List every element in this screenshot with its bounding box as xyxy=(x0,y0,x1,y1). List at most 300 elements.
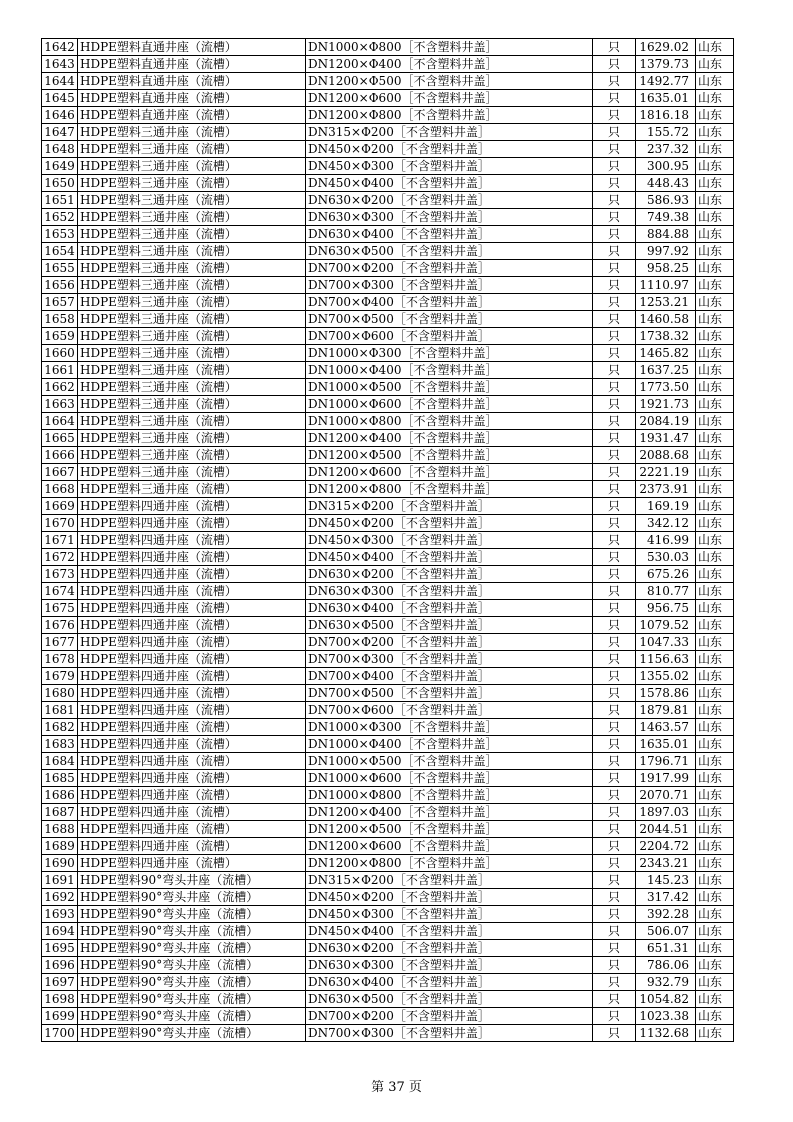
region-cell: 山东 xyxy=(696,532,734,549)
table-row xyxy=(42,957,734,974)
row-number-cell: 1657 xyxy=(42,294,78,311)
region-cell: 山东 xyxy=(696,753,734,770)
region-cell: 山东 xyxy=(696,73,734,90)
region-cell: 山东 xyxy=(696,583,734,600)
item-name-cell: HDPE塑料三通井座（流槽） xyxy=(78,311,306,328)
region-cell: 山东 xyxy=(696,175,734,192)
unit-cell: 只 xyxy=(593,651,636,668)
table-row xyxy=(42,787,734,804)
price-cell: 300.95 xyxy=(636,158,696,175)
row-number-cell: 1643 xyxy=(42,56,78,73)
row-number-cell: 1693 xyxy=(42,906,78,923)
table-row xyxy=(42,617,734,634)
price-cell: 416.99 xyxy=(636,532,696,549)
item-name-cell: HDPE塑料直通井座（流槽） xyxy=(78,73,306,90)
spec-cell: DN700×Φ200［不含塑料井盖］ xyxy=(306,260,593,277)
item-name-cell: HDPE塑料三通井座（流槽） xyxy=(78,447,306,464)
table-row xyxy=(42,107,734,124)
region-cell: 山东 xyxy=(696,328,734,345)
price-cell: 1635.01 xyxy=(636,736,696,753)
row-number-cell: 1677 xyxy=(42,634,78,651)
item-name-cell: HDPE塑料三通井座（流槽） xyxy=(78,175,306,192)
table-row xyxy=(42,804,734,821)
unit-cell: 只 xyxy=(593,855,636,872)
item-name-cell: HDPE塑料三通井座（流槽） xyxy=(78,413,306,430)
spec-cell: DN700×Φ200［不含塑料井盖］ xyxy=(306,634,593,651)
unit-cell: 只 xyxy=(593,345,636,362)
table-row xyxy=(42,515,734,532)
unit-cell: 只 xyxy=(593,787,636,804)
table-row xyxy=(42,566,734,583)
table-row xyxy=(42,294,734,311)
unit-cell: 只 xyxy=(593,719,636,736)
price-cell: 1635.01 xyxy=(636,90,696,107)
row-number-cell: 1692 xyxy=(42,889,78,906)
spec-cell: DN1000×Φ400［不含塑料井盖］ xyxy=(306,362,593,379)
region-cell: 山东 xyxy=(696,379,734,396)
unit-cell: 只 xyxy=(593,549,636,566)
region-cell: 山东 xyxy=(696,107,734,124)
table-row xyxy=(42,702,734,719)
unit-cell: 只 xyxy=(593,362,636,379)
row-number-cell: 1645 xyxy=(42,90,78,107)
price-cell: 448.43 xyxy=(636,175,696,192)
region-cell: 山东 xyxy=(696,838,734,855)
item-name-cell: HDPE塑料四通井座（流槽） xyxy=(78,498,306,515)
spec-cell: DN630×Φ400［不含塑料井盖］ xyxy=(306,974,593,991)
item-name-cell: HDPE塑料四通井座（流槽） xyxy=(78,634,306,651)
table-row xyxy=(42,260,734,277)
region-cell: 山东 xyxy=(696,906,734,923)
item-name-cell: HDPE塑料90°弯头井座（流槽） xyxy=(78,1025,306,1042)
unit-cell: 只 xyxy=(593,872,636,889)
item-name-cell: HDPE塑料四通井座（流槽） xyxy=(78,753,306,770)
table-row xyxy=(42,379,734,396)
price-cell: 1492.77 xyxy=(636,73,696,90)
item-name-cell: HDPE塑料四通井座（流槽） xyxy=(78,787,306,804)
unit-cell: 只 xyxy=(593,804,636,821)
spec-cell: DN315×Φ200［不含塑料井盖］ xyxy=(306,498,593,515)
item-name-cell: HDPE塑料四通井座（流槽） xyxy=(78,515,306,532)
region-cell: 山东 xyxy=(696,430,734,447)
row-number-cell: 1678 xyxy=(42,651,78,668)
unit-cell: 只 xyxy=(593,294,636,311)
item-name-cell: HDPE塑料90°弯头井座（流槽） xyxy=(78,923,306,940)
unit-cell: 只 xyxy=(593,821,636,838)
spec-cell: DN1200×Φ800［不含塑料井盖］ xyxy=(306,855,593,872)
region-cell: 山东 xyxy=(696,566,734,583)
row-number-cell: 1654 xyxy=(42,243,78,260)
unit-cell: 只 xyxy=(593,396,636,413)
spec-cell: DN1200×Φ600［不含塑料井盖］ xyxy=(306,90,593,107)
region-cell: 山东 xyxy=(696,277,734,294)
price-cell: 958.25 xyxy=(636,260,696,277)
region-cell: 山东 xyxy=(696,124,734,141)
region-cell: 山东 xyxy=(696,515,734,532)
unit-cell: 只 xyxy=(593,260,636,277)
spec-cell: DN630×Φ500［不含塑料井盖］ xyxy=(306,617,593,634)
table-row xyxy=(42,889,734,906)
spec-cell: DN700×Φ300［不含塑料井盖］ xyxy=(306,277,593,294)
spec-cell: DN630×Φ500［不含塑料井盖］ xyxy=(306,991,593,1008)
table-row xyxy=(42,345,734,362)
row-number-cell: 1694 xyxy=(42,923,78,940)
item-name-cell: HDPE塑料四通井座（流槽） xyxy=(78,549,306,566)
item-name-cell: HDPE塑料90°弯头井座（流槽） xyxy=(78,872,306,889)
region-cell: 山东 xyxy=(696,804,734,821)
spec-cell: DN630×Φ300［不含塑料井盖］ xyxy=(306,957,593,974)
item-name-cell: HDPE塑料四通井座（流槽） xyxy=(78,838,306,855)
price-cell: 1917.99 xyxy=(636,770,696,787)
price-cell: 392.28 xyxy=(636,906,696,923)
table-body xyxy=(42,39,734,1042)
row-number-cell: 1659 xyxy=(42,328,78,345)
item-name-cell: HDPE塑料三通井座（流槽） xyxy=(78,209,306,226)
spec-cell: DN450×Φ400［不含塑料井盖］ xyxy=(306,923,593,940)
spec-cell: DN450×Φ200［不含塑料井盖］ xyxy=(306,515,593,532)
price-cell: 1816.18 xyxy=(636,107,696,124)
table-row xyxy=(42,464,734,481)
spec-cell: DN1200×Φ500［不含塑料井盖］ xyxy=(306,821,593,838)
price-cell: 586.93 xyxy=(636,192,696,209)
row-number-cell: 1682 xyxy=(42,719,78,736)
region-cell: 山东 xyxy=(696,600,734,617)
region-cell: 山东 xyxy=(696,260,734,277)
spec-cell: DN630×Φ200［不含塑料井盖］ xyxy=(306,566,593,583)
region-cell: 山东 xyxy=(696,141,734,158)
unit-cell: 只 xyxy=(593,124,636,141)
unit-cell: 只 xyxy=(593,430,636,447)
price-cell: 317.42 xyxy=(636,889,696,906)
row-number-cell: 1650 xyxy=(42,175,78,192)
unit-cell: 只 xyxy=(593,447,636,464)
unit-cell: 只 xyxy=(593,515,636,532)
unit-cell: 只 xyxy=(593,464,636,481)
row-number-cell: 1664 xyxy=(42,413,78,430)
unit-cell: 只 xyxy=(593,702,636,719)
unit-cell: 只 xyxy=(593,991,636,1008)
row-number-cell: 1696 xyxy=(42,957,78,974)
row-number-cell: 1697 xyxy=(42,974,78,991)
item-name-cell: HDPE塑料直通井座（流槽） xyxy=(78,90,306,107)
price-cell: 342.12 xyxy=(636,515,696,532)
item-name-cell: HDPE塑料三通井座（流槽） xyxy=(78,464,306,481)
unit-cell: 只 xyxy=(593,736,636,753)
spec-cell: DN1200×Φ600［不含塑料井盖］ xyxy=(306,838,593,855)
price-cell: 1023.38 xyxy=(636,1008,696,1025)
region-cell: 山东 xyxy=(696,702,734,719)
unit-cell: 只 xyxy=(593,1025,636,1042)
table-row xyxy=(42,974,734,991)
item-name-cell: HDPE塑料直通井座（流槽） xyxy=(78,56,306,73)
region-cell: 山东 xyxy=(696,957,734,974)
spec-cell: DN1000×Φ600［不含塑料井盖］ xyxy=(306,396,593,413)
item-name-cell: HDPE塑料四通井座（流槽） xyxy=(78,668,306,685)
table-row xyxy=(42,226,734,243)
unit-cell: 只 xyxy=(593,1008,636,1025)
unit-cell: 只 xyxy=(593,583,636,600)
spec-cell: DN1200×Φ400［不含塑料井盖］ xyxy=(306,56,593,73)
item-name-cell: HDPE塑料三通井座（流槽） xyxy=(78,379,306,396)
item-name-cell: HDPE塑料90°弯头井座（流槽） xyxy=(78,940,306,957)
unit-cell: 只 xyxy=(593,668,636,685)
unit-cell: 只 xyxy=(593,600,636,617)
row-number-cell: 1691 xyxy=(42,872,78,889)
spec-cell: DN630×Φ300［不含塑料井盖］ xyxy=(306,583,593,600)
row-number-cell: 1667 xyxy=(42,464,78,481)
unit-cell: 只 xyxy=(593,328,636,345)
price-cell: 1463.57 xyxy=(636,719,696,736)
table-row xyxy=(42,362,734,379)
unit-cell: 只 xyxy=(593,838,636,855)
row-number-cell: 1651 xyxy=(42,192,78,209)
item-name-cell: HDPE塑料三通井座（流槽） xyxy=(78,294,306,311)
unit-cell: 只 xyxy=(593,532,636,549)
region-cell: 山东 xyxy=(696,39,734,56)
item-name-cell: HDPE塑料三通井座（流槽） xyxy=(78,158,306,175)
row-number-cell: 1670 xyxy=(42,515,78,532)
item-name-cell: HDPE塑料四通井座（流槽） xyxy=(78,583,306,600)
row-number-cell: 1699 xyxy=(42,1008,78,1025)
row-number-cell: 1684 xyxy=(42,753,78,770)
table-row xyxy=(42,192,734,209)
unit-cell: 只 xyxy=(593,685,636,702)
unit-cell: 只 xyxy=(593,906,636,923)
region-cell: 山东 xyxy=(696,1008,734,1025)
table-row xyxy=(42,56,734,73)
row-number-cell: 1644 xyxy=(42,73,78,90)
region-cell: 山东 xyxy=(696,447,734,464)
row-number-cell: 1661 xyxy=(42,362,78,379)
table-row xyxy=(42,209,734,226)
spec-cell: DN700×Φ300［不含塑料井盖］ xyxy=(306,651,593,668)
price-cell: 1879.81 xyxy=(636,702,696,719)
row-number-cell: 1685 xyxy=(42,770,78,787)
unit-cell: 只 xyxy=(593,277,636,294)
unit-cell: 只 xyxy=(593,158,636,175)
table-row xyxy=(42,1008,734,1025)
region-cell: 山东 xyxy=(696,787,734,804)
item-name-cell: HDPE塑料四通井座（流槽） xyxy=(78,702,306,719)
table-row xyxy=(42,719,734,736)
region-cell: 山东 xyxy=(696,1025,734,1042)
row-number-cell: 1642 xyxy=(42,39,78,56)
price-cell: 1355.02 xyxy=(636,668,696,685)
row-number-cell: 1680 xyxy=(42,685,78,702)
table-row xyxy=(42,175,734,192)
table-row xyxy=(42,991,734,1008)
row-number-cell: 1676 xyxy=(42,617,78,634)
table-row xyxy=(42,413,734,430)
unit-cell: 只 xyxy=(593,73,636,90)
item-name-cell: HDPE塑料三通井座（流槽） xyxy=(78,124,306,141)
price-cell: 2070.71 xyxy=(636,787,696,804)
unit-cell: 只 xyxy=(593,498,636,515)
item-name-cell: HDPE塑料90°弯头井座（流槽） xyxy=(78,1008,306,1025)
row-number-cell: 1688 xyxy=(42,821,78,838)
table-row xyxy=(42,73,734,90)
row-number-cell: 1653 xyxy=(42,226,78,243)
item-name-cell: HDPE塑料四通井座（流槽） xyxy=(78,719,306,736)
unit-cell: 只 xyxy=(593,566,636,583)
region-cell: 山东 xyxy=(696,90,734,107)
price-cell: 530.03 xyxy=(636,549,696,566)
row-number-cell: 1648 xyxy=(42,141,78,158)
table-row xyxy=(42,685,734,702)
spec-cell: DN630×Φ400［不含塑料井盖］ xyxy=(306,226,593,243)
row-number-cell: 1656 xyxy=(42,277,78,294)
price-cell: 169.19 xyxy=(636,498,696,515)
table-row xyxy=(42,838,734,855)
page-number: 第 37 页 xyxy=(371,1080,422,1095)
item-name-cell: HDPE塑料90°弯头井座（流槽） xyxy=(78,991,306,1008)
price-cell: 1379.73 xyxy=(636,56,696,73)
item-name-cell: HDPE塑料三通井座（流槽） xyxy=(78,430,306,447)
table-row xyxy=(42,736,734,753)
price-cell: 932.79 xyxy=(636,974,696,991)
region-cell: 山东 xyxy=(696,413,734,430)
unit-cell: 只 xyxy=(593,175,636,192)
region-cell: 山东 xyxy=(696,549,734,566)
spec-cell: DN1200×Φ500［不含塑料井盖］ xyxy=(306,447,593,464)
row-number-cell: 1695 xyxy=(42,940,78,957)
price-cell: 1132.68 xyxy=(636,1025,696,1042)
item-name-cell: HDPE塑料三通井座（流槽） xyxy=(78,226,306,243)
table-row xyxy=(42,668,734,685)
spec-cell: DN1200×Φ400［不含塑料井盖］ xyxy=(306,430,593,447)
price-cell: 749.38 xyxy=(636,209,696,226)
spec-cell: DN450×Φ300［不含塑料井盖］ xyxy=(306,532,593,549)
spec-cell: DN700×Φ600［不含塑料井盖］ xyxy=(306,702,593,719)
price-cell: 2088.68 xyxy=(636,447,696,464)
table-row xyxy=(42,753,734,770)
price-table xyxy=(41,38,734,1042)
price-cell: 1054.82 xyxy=(636,991,696,1008)
item-name-cell: HDPE塑料三通井座（流槽） xyxy=(78,192,306,209)
region-cell: 山东 xyxy=(696,940,734,957)
spec-cell: DN450×Φ200［不含塑料井盖］ xyxy=(306,141,593,158)
item-name-cell: HDPE塑料三通井座（流槽） xyxy=(78,481,306,498)
region-cell: 山东 xyxy=(696,685,734,702)
region-cell: 山东 xyxy=(696,889,734,906)
spec-cell: DN450×Φ400［不含塑料井盖］ xyxy=(306,175,593,192)
price-cell: 1110.97 xyxy=(636,277,696,294)
item-name-cell: HDPE塑料四通井座（流槽） xyxy=(78,600,306,617)
price-cell: 2204.72 xyxy=(636,838,696,855)
region-cell: 山东 xyxy=(696,634,734,651)
row-number-cell: 1687 xyxy=(42,804,78,821)
row-number-cell: 1649 xyxy=(42,158,78,175)
spec-cell: DN1000×Φ300［不含塑料井盖］ xyxy=(306,345,593,362)
unit-cell: 只 xyxy=(593,940,636,957)
unit-cell: 只 xyxy=(593,634,636,651)
price-cell: 1921.73 xyxy=(636,396,696,413)
row-number-cell: 1658 xyxy=(42,311,78,328)
item-name-cell: HDPE塑料四通井座（流槽） xyxy=(78,685,306,702)
region-cell: 山东 xyxy=(696,668,734,685)
spec-cell: DN700×Φ400［不含塑料井盖］ xyxy=(306,294,593,311)
price-cell: 2343.21 xyxy=(636,855,696,872)
row-number-cell: 1662 xyxy=(42,379,78,396)
unit-cell: 只 xyxy=(593,889,636,906)
price-cell: 1629.02 xyxy=(636,39,696,56)
spec-cell: DN1000×Φ500［不含塑料井盖］ xyxy=(306,753,593,770)
row-number-cell: 1689 xyxy=(42,838,78,855)
item-name-cell: HDPE塑料三通井座（流槽） xyxy=(78,328,306,345)
table-row xyxy=(42,481,734,498)
spec-cell: DN1200×Φ500［不含塑料井盖］ xyxy=(306,73,593,90)
price-cell: 2084.19 xyxy=(636,413,696,430)
row-number-cell: 1686 xyxy=(42,787,78,804)
table-row xyxy=(42,855,734,872)
price-cell: 1897.03 xyxy=(636,804,696,821)
item-name-cell: HDPE塑料四通井座（流槽） xyxy=(78,804,306,821)
region-cell: 山东 xyxy=(696,311,734,328)
item-name-cell: HDPE塑料90°弯头井座（流槽） xyxy=(78,889,306,906)
row-number-cell: 1665 xyxy=(42,430,78,447)
price-cell: 1047.33 xyxy=(636,634,696,651)
item-name-cell: HDPE塑料四通井座（流槽） xyxy=(78,736,306,753)
region-cell: 山东 xyxy=(696,158,734,175)
region-cell: 山东 xyxy=(696,345,734,362)
table-row xyxy=(42,634,734,651)
spec-cell: DN630×Φ200［不含塑料井盖］ xyxy=(306,192,593,209)
spec-cell: DN700×Φ500［不含塑料井盖］ xyxy=(306,685,593,702)
spec-cell: DN450×Φ200［不含塑料井盖］ xyxy=(306,889,593,906)
region-cell: 山东 xyxy=(696,651,734,668)
table-row xyxy=(42,124,734,141)
row-number-cell: 1674 xyxy=(42,583,78,600)
unit-cell: 只 xyxy=(593,209,636,226)
unit-cell: 只 xyxy=(593,192,636,209)
region-cell: 山东 xyxy=(696,770,734,787)
unit-cell: 只 xyxy=(593,923,636,940)
item-name-cell: HDPE塑料四通井座（流槽） xyxy=(78,770,306,787)
region-cell: 山东 xyxy=(696,56,734,73)
region-cell: 山东 xyxy=(696,362,734,379)
unit-cell: 只 xyxy=(593,770,636,787)
table-row xyxy=(42,770,734,787)
region-cell: 山东 xyxy=(696,243,734,260)
unit-cell: 只 xyxy=(593,39,636,56)
spec-cell: DN1200×Φ600［不含塑料井盖］ xyxy=(306,464,593,481)
item-name-cell: HDPE塑料三通井座（流槽） xyxy=(78,243,306,260)
spec-cell: DN1000×Φ600［不含塑料井盖］ xyxy=(306,770,593,787)
table-row xyxy=(42,141,734,158)
table-row xyxy=(42,39,734,56)
price-cell: 1460.58 xyxy=(636,311,696,328)
unit-cell: 只 xyxy=(593,311,636,328)
row-number-cell: 1679 xyxy=(42,668,78,685)
region-cell: 山东 xyxy=(696,923,734,940)
item-name-cell: HDPE塑料四通井座（流槽） xyxy=(78,821,306,838)
spec-cell: DN630×Φ400［不含塑料井盖］ xyxy=(306,600,593,617)
table-row xyxy=(42,600,734,617)
region-cell: 山东 xyxy=(696,226,734,243)
unit-cell: 只 xyxy=(593,413,636,430)
price-cell: 145.23 xyxy=(636,872,696,889)
region-cell: 山东 xyxy=(696,464,734,481)
table-row xyxy=(42,532,734,549)
region-cell: 山东 xyxy=(696,192,734,209)
table-row xyxy=(42,923,734,940)
table-row xyxy=(42,498,734,515)
spec-cell: DN700×Φ200［不含塑料井盖］ xyxy=(306,1008,593,1025)
row-number-cell: 1647 xyxy=(42,124,78,141)
spec-cell: DN450×Φ400［不含塑料井盖］ xyxy=(306,549,593,566)
spec-cell: DN700×Φ300［不含塑料井盖］ xyxy=(306,1025,593,1042)
table-row xyxy=(42,872,734,889)
